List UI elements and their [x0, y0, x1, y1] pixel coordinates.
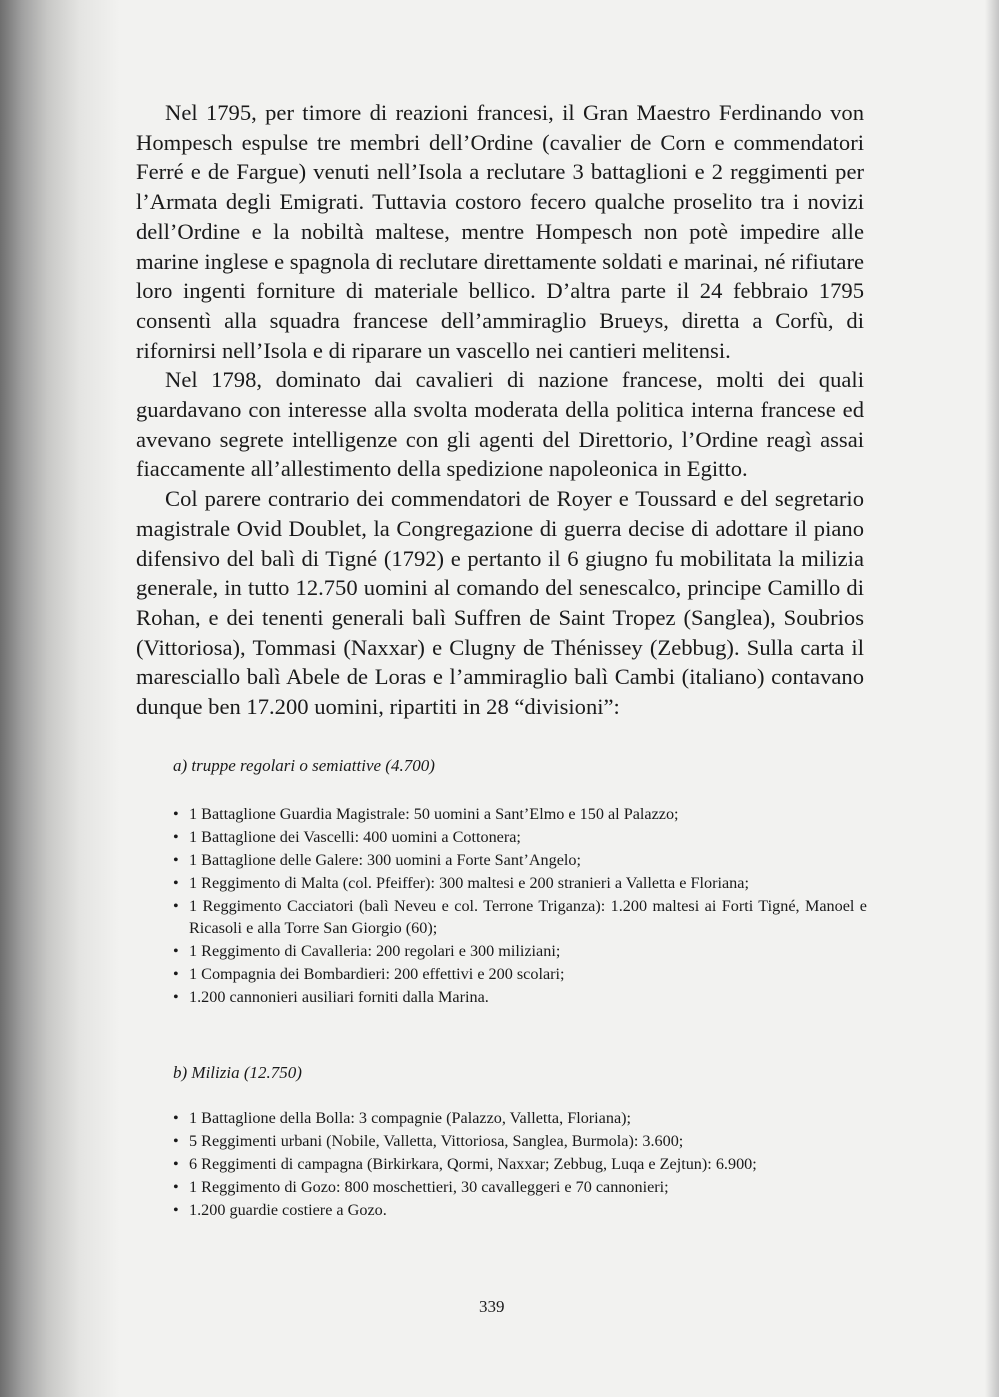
bullet-icon: •: [173, 851, 179, 869]
bullet-icon: •: [173, 805, 179, 823]
bullet-icon: •: [173, 828, 179, 846]
list-item: • 1 Battaglione Guardia Magistrale: 50 uomini a Sant’Elmo e 150 al Palazzo;: [173, 803, 867, 825]
bullet-icon: •: [173, 942, 179, 961]
page-edge-shadow: [985, 0, 999, 1397]
bullet-icon: •: [173, 897, 179, 915]
bullet-icon: •: [173, 965, 179, 984]
paragraph-3: Col parere contrario dei commendatori de Royer e Toussard e del segretario magistrale Ovid Doublet, la Congregazione di guerra decise di adottare il piano difensivo del balì di Tigné (1792) e pertanto il 6 giugno fu mobilitata la milizia generale, in tutto 12.750 uomini al comando del senescalco, principe Camillo di Rohan, e dei tenenti generali balì Suffren de Saint Tropez (Sanglea), Soubrios (Vittoriosa), Tommasi (Naxxar) e Clugny de Thénissey (Zebbug). Sulla carta il maresciallo balì Abele de Loras e l’ammiraglio balì Cambi (italiano) contavano dunque ben 17.200 uomini, ripartiti in 28 “divisioni”:: [136, 486, 864, 720]
list-item: • 1.200 cannonieri ausiliari forniti dalla Marina.: [173, 986, 867, 1008]
list-item: • 1 Reggimento di Cavalleria: 200 regolari e 300 miliziani;: [173, 940, 867, 962]
list-item: • 1 Battaglione della Bolla: 3 compagnie (Palazzo, Valletta, Floriana);: [173, 1107, 867, 1129]
section-a-heading: a) truppe regolari o semiattive (4.700): [173, 756, 435, 775]
list-item: • 1 Compagnia dei Bombardieri: 200 effettivi e 200 scolari;: [173, 963, 867, 985]
bullet-icon: •: [173, 988, 179, 1007]
paragraph-2: Nel 1798, dominato dai cavalieri di nazione francese, molti dei quali guardavano con interesse alla svolta moderata della politica interna francese ed avevano segrete intelligenze con gli agenti del Direttorio, l’Ordine reagì assai fiaccamente all’allestimento della spedizione napoleonica in Egitto.: [136, 367, 864, 482]
list-item: • 1 Battaglione dei Vascelli: 400 uomini a Cottonera;: [173, 826, 867, 848]
bullet-icon: •: [173, 1178, 179, 1196]
page-number: 339: [479, 1297, 505, 1316]
binding-shadow: [0, 0, 120, 1397]
list-item: • 1 Battaglione delle Galere: 300 uomini a Forte Sant’Angelo;: [173, 849, 867, 871]
bullet-icon: •: [173, 1201, 179, 1219]
list-item: • 1 Reggimento di Malta (col. Pfeiffer): 300 maltesi e 200 stranieri a Valletta e Floriana;: [173, 872, 867, 894]
bullet-icon: •: [173, 1132, 179, 1150]
bullet-icon: •: [173, 1109, 179, 1127]
list-item: • 5 Reggimenti urbani (Nobile, Valletta, Vittoriosa, Sanglea, Burmola): 3.600;: [173, 1130, 867, 1152]
section-b-list: [173, 1107, 867, 1222]
body-text: [136, 98, 864, 722]
list-item: • 1 Reggimento Cacciatori (balì Neveu e col. Terrone Triganza): 1.200 maltesi ai Forti Tigné, Manoel e Ricasoli e alla Torre San Giorgio (60);: [173, 897, 867, 938]
section-a-list: [173, 803, 867, 1009]
paragraph-1: Nel 1795, per timore di reazioni francesi, il Gran Maestro Ferdinando von Hompesch espulse tre membri dell’Ordine (cavalier de Corn e commendatori Ferré e de Fargue) venuti nell’Isola a reclutare 3 battaglioni e 2 reggimenti per l’Armata degli Emigrati. Tuttavia costoro fecero qualche proselito tra i novizi dell’Ordine e la nobiltà maltese, mentre Hompesch non potè impedire alle marine inglese e spagnola di reclutare direttamente soldati e marinai, né rifiutare loro ingenti forniture di materiale bellico. D’altra parte il 24 febbraio 1795 consentì alla squadra francese dell’ammiraglio Brueys, diretta a Corfù, di rifornirsi nell’Isola e di riparare un vascello nei cantieri melitensi.: [136, 100, 864, 363]
bullet-icon: •: [173, 1155, 179, 1173]
bullet-icon: •: [173, 874, 179, 892]
list-item: • 6 Reggimenti di campagna (Birkirkara, Qormi, Naxxar; Zebbug, Luqa e Zejtun): 6.900;: [173, 1153, 867, 1175]
list-item: • 1 Reggimento di Gozo: 800 moschettieri, 30 cavalleggeri e 70 cannonieri;: [173, 1176, 867, 1198]
section-b-heading: b) Milizia (12.750): [173, 1063, 302, 1082]
list-item: • 1.200 guardie costiere a Gozo.: [173, 1199, 867, 1221]
